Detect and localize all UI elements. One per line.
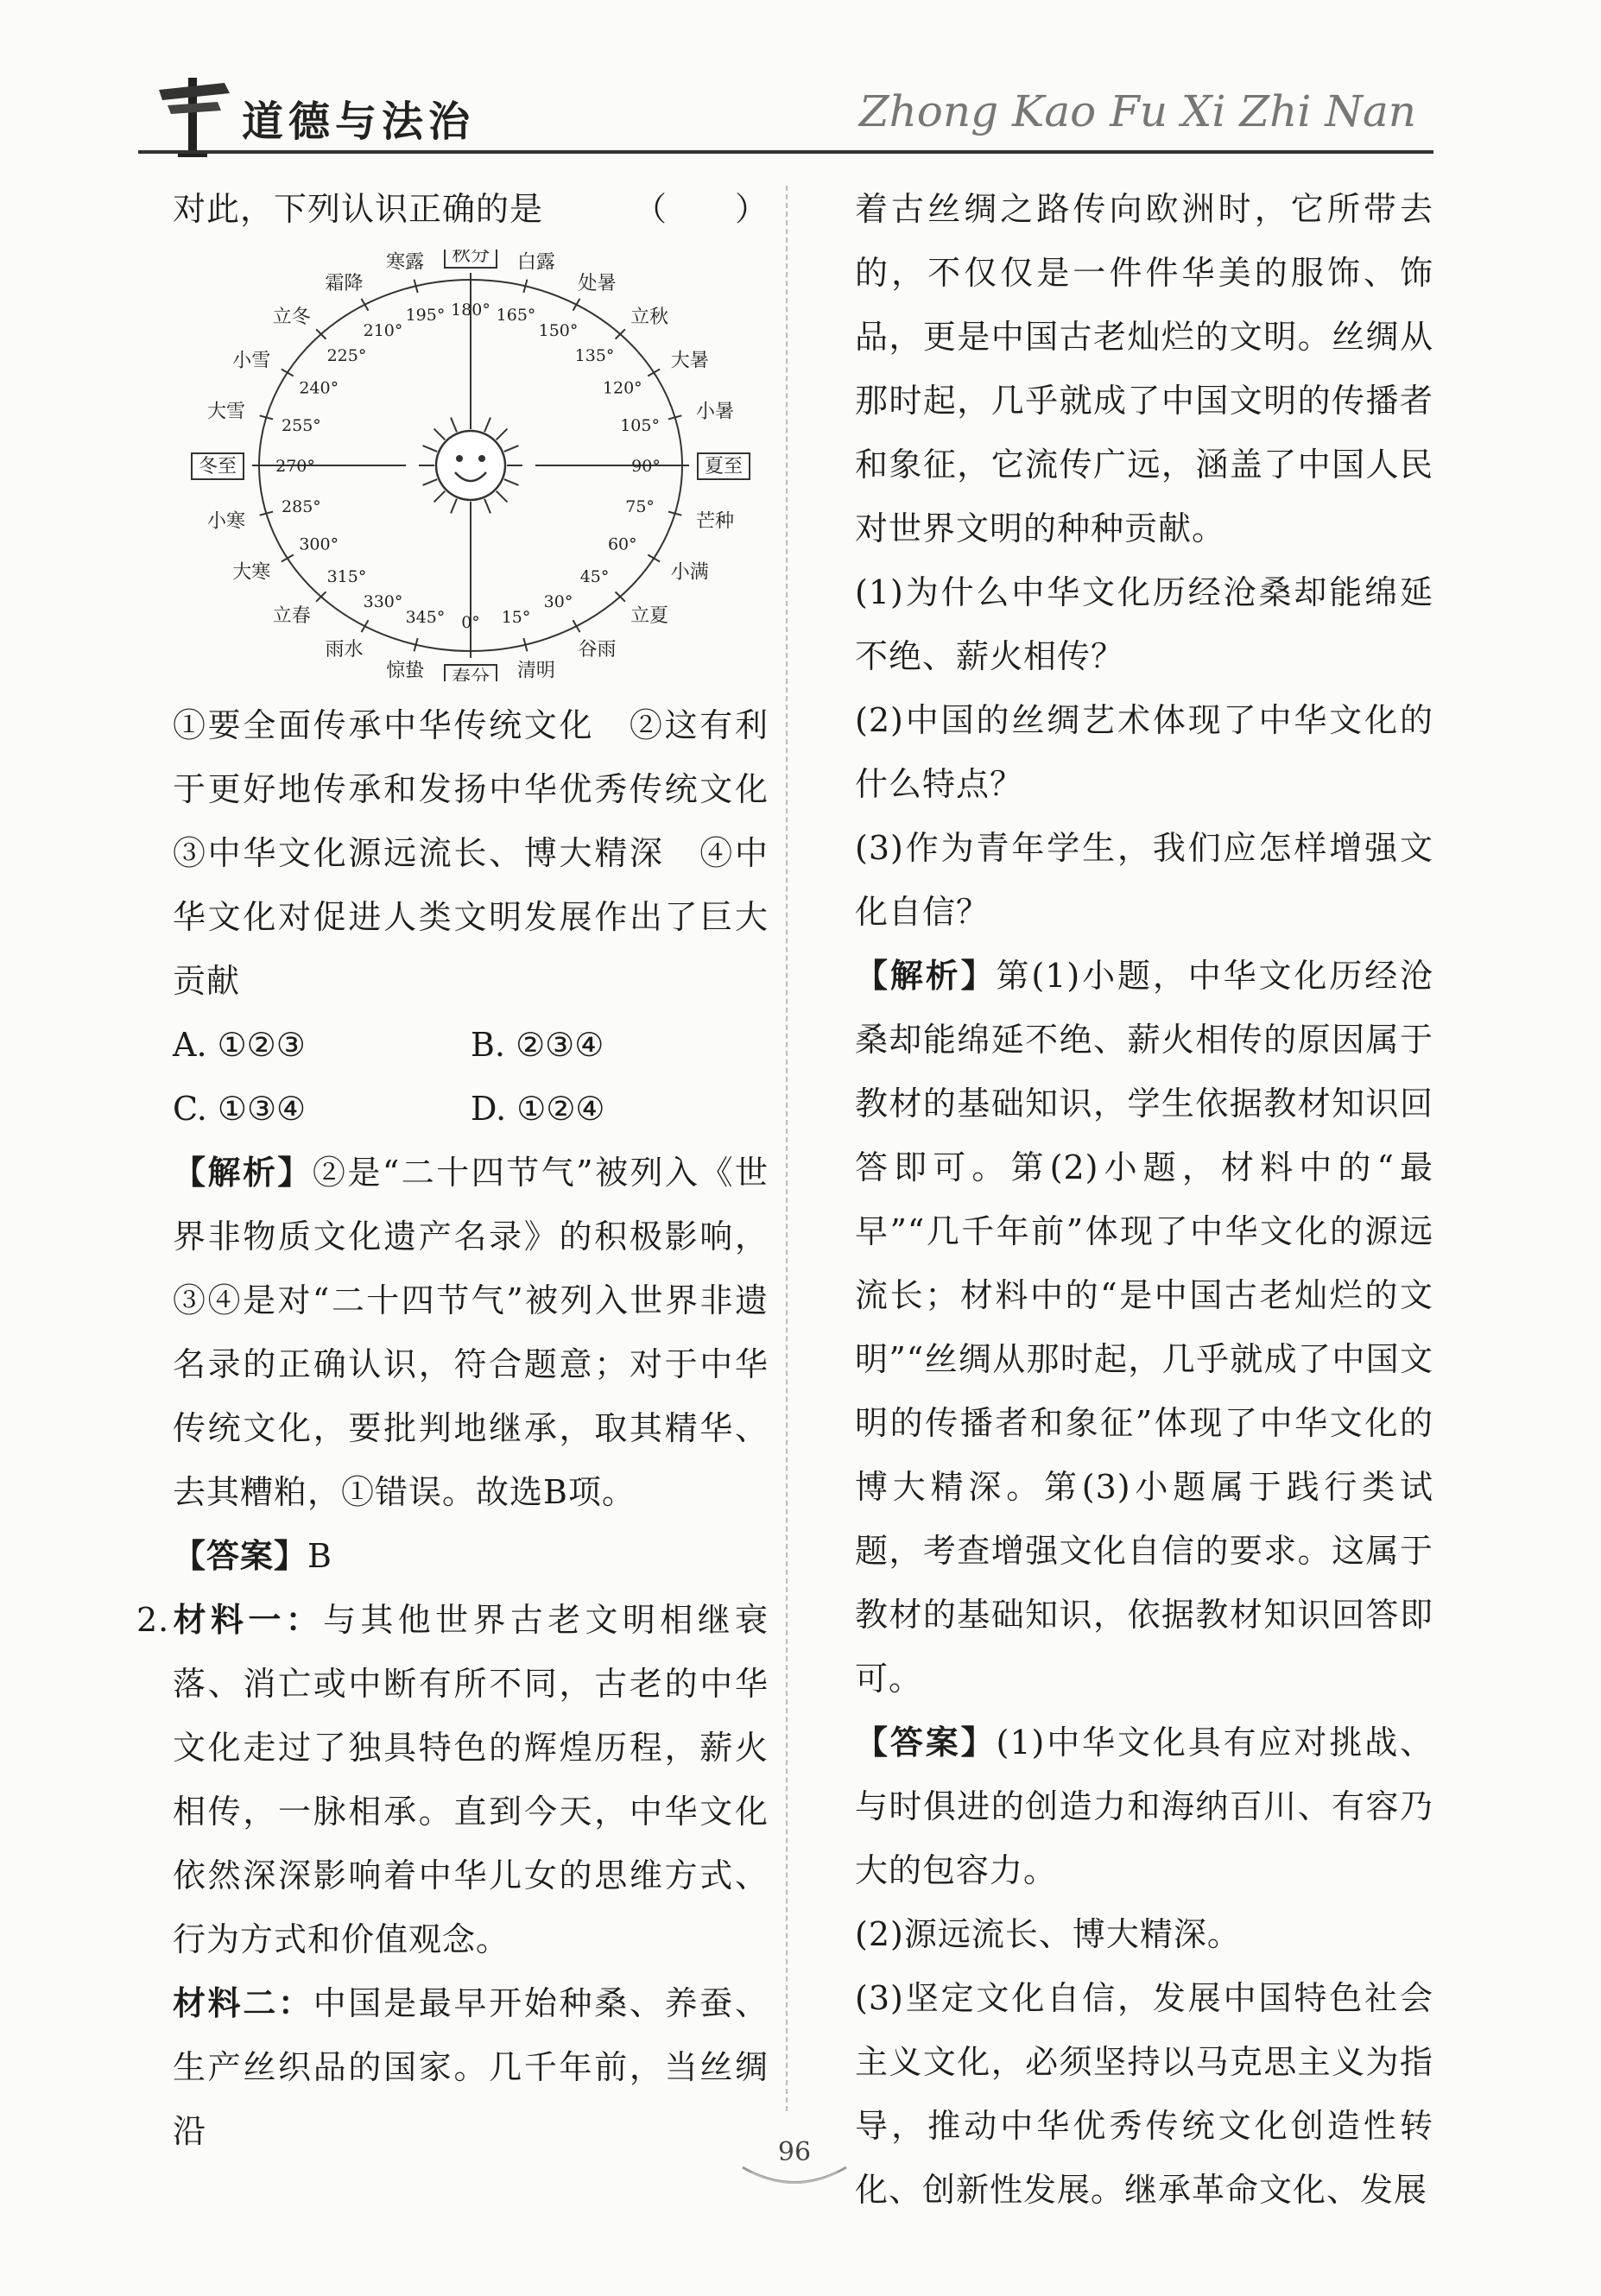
option-d: D. ①②④ <box>471 1090 605 1128</box>
solar-term-label: 立冬 <box>272 306 311 328</box>
material-1 <box>136 1588 769 1971</box>
solar-term-label: 惊蛰 <box>386 660 425 681</box>
material-1-text: 与其他世界古老文明相继衰落、消亡或中断有所不同，古老的中华文化走过了独具特色的辉煌历程，薪火相传，一脉相承。直到今天，中华文化依然深深影响着中华儿女的思维方式、行为方式和价值观念。 <box>173 1601 769 1958</box>
answer-part-3: (3)坚定文化自信，发展中国特色社会主义文化，必须坚持以马克思主义为指导，推动中华优秀传统文化创造性转化、创新性发展。继承革命文化、发展 <box>855 1979 1433 2209</box>
sun-ray <box>434 491 446 503</box>
sun-eye <box>478 455 485 462</box>
degree-label: 75° <box>625 497 655 516</box>
degree-label: 330° <box>363 591 403 611</box>
header-rule <box>138 150 1433 154</box>
degree-label: 225° <box>326 346 367 366</box>
orbit-tick <box>573 299 580 311</box>
sun-ray <box>504 479 519 485</box>
degree-label: 90° <box>631 457 661 476</box>
option-a: A. ①②③ <box>173 1026 306 1064</box>
solar-term-label: 春分 <box>451 667 490 681</box>
solar-term-label: 霜降 <box>325 272 364 294</box>
degree-label: 210° <box>363 321 403 341</box>
solar-term-label: 大雪 <box>206 401 245 423</box>
degree-label: 240° <box>299 378 339 398</box>
degree-label: 150° <box>538 321 579 341</box>
solar-term-label: 谷雨 <box>578 639 617 661</box>
solar-term-label: 小暑 <box>696 401 735 423</box>
sun-ray <box>484 499 490 514</box>
degree-label: 30° <box>543 591 573 611</box>
analysis-1 <box>173 1141 769 1524</box>
solar-term-label: 雨水 <box>325 639 364 661</box>
sun-ray <box>504 446 519 452</box>
sun-ray <box>423 446 438 452</box>
sub-question-3: (3)作为青年学生，我们应怎样增强文化自信？ <box>855 829 1433 931</box>
degree-label: 270° <box>275 457 315 476</box>
analysis-2 <box>855 944 1433 1711</box>
material-2-tag: 材料二： <box>173 1983 313 2022</box>
degree-label: 315° <box>326 566 367 586</box>
sun-ray <box>423 479 438 485</box>
sun-eye <box>456 455 463 462</box>
column-divider <box>786 186 788 2111</box>
question-line <box>173 177 769 241</box>
degree-label: 195° <box>405 306 446 326</box>
answer-tag: 【答案】 <box>855 1723 997 1762</box>
solar-term-label: 大暑 <box>670 350 709 372</box>
right-column <box>855 177 1433 2222</box>
smiling-sun-icon <box>436 431 505 500</box>
solar-term-label: 立春 <box>272 605 311 628</box>
orbit-tick <box>282 555 294 562</box>
page-number: 96 <box>777 2137 812 2167</box>
analysis-text: 第(1)小题，中华文化历经沧桑却能绵延不绝、薪火相传的原因属于教材的基础知识，学生依据教材知识回答即可。第(2)小题，材料中的“最早”“几千年前”体现了中华文化的源远流长；材料中的“是中国古老灿烂的文明”“丝绸从那时起，几乎就成了中国文明的传播者和象征”体现了中华文化的博大精深。第(3)小题属于践行类试题，考查增强文化自信的要求。这属于教材的基础知识，依据教材知识回答即可。 <box>855 957 1433 1698</box>
material-1-tag: 材料一： <box>169 1600 324 1639</box>
answer-part-2: (2)源远流长、博大精深。 <box>855 1915 1241 1953</box>
solar-terms-diagram <box>173 250 769 681</box>
material-2-continued: 着古丝绸之路传向欧洲时，它所带去的，不仅仅是一件件华美的服饰、饰品，更是中国古老灿烂的文明。丝绸从那时起，几乎就成了中国文明的传播者和象征，它流传广远，涵盖了中国人民对世界文明的种种贡献。 <box>855 190 1433 547</box>
degree-label: 135° <box>574 346 615 366</box>
question-number: 2. <box>136 1601 170 1639</box>
analysis-tag: 【解析】 <box>855 956 997 995</box>
option-b: B. ②③④ <box>471 1026 604 1064</box>
answer-text: B <box>307 1537 332 1575</box>
degree-label: 105° <box>620 416 660 436</box>
sun-ray <box>434 429 446 440</box>
material-2 <box>173 1971 769 2163</box>
degree-label: 15° <box>501 607 531 627</box>
degree-label: 0° <box>461 613 480 632</box>
orbit-tick <box>282 370 294 376</box>
degree-label: 285° <box>282 497 321 516</box>
orbit-tick <box>648 555 660 562</box>
solar-term-label: 小寒 <box>206 510 245 533</box>
book-pinyin: Zhong Kao Fu Xi Zhi Nan <box>858 86 1416 136</box>
solar-term-label: 芒种 <box>696 510 735 533</box>
solar-term-label: 小雪 <box>232 350 271 372</box>
sun-ray <box>451 499 457 514</box>
solar-term-label: 大寒 <box>232 561 271 584</box>
solar-term-label: 白露 <box>516 251 555 274</box>
orbit-tick <box>362 299 369 311</box>
statements: ①要全面传承中华传统文化 ②这有利于更好地传承和发扬中华优秀传统文化 ③中华文化源远流长、博大精深 ④中华文化对促进人类文明发展作出了巨大贡献 <box>173 706 803 1000</box>
solar-term-label: 处暑 <box>578 272 617 294</box>
orbit-tick <box>573 620 580 632</box>
degree-label: 300° <box>299 534 339 554</box>
sun-ray <box>451 418 457 433</box>
orbit-tick <box>648 370 660 376</box>
solar-term-label: 寒露 <box>386 251 425 274</box>
material-2-text: 中国是最早开始种桑、养蚕、生产丝织品的国家。几千年前，当丝绸沿 <box>173 1984 769 2150</box>
sub-question-1: (1)为什么中华文化历经沧桑却能绵延不绝、薪火相传？ <box>855 573 1433 675</box>
answer-part-1: (1)中华文化具有应对挑战、与时俱进的创造力和海纳百川、有容乃大的包容力。 <box>855 1724 1433 1889</box>
degree-label: 255° <box>282 416 321 436</box>
orbit-tick <box>362 620 369 632</box>
sub-question-2: (2)中国的丝绸艺术体现了中华文化的什么特点？ <box>855 701 1433 803</box>
option-c: C. ①③④ <box>173 1090 307 1128</box>
degree-label: 45° <box>579 566 610 586</box>
sun-ray <box>497 491 508 503</box>
book-title: 道德与法治 <box>242 98 476 146</box>
degree-label: 345° <box>405 607 446 627</box>
options <box>173 1013 769 1141</box>
degree-label: 120° <box>602 378 642 398</box>
question-intro: 对此，下列认识正确的是 <box>173 190 544 228</box>
answer-parentheses: （ ） <box>633 190 769 228</box>
degree-label: 60° <box>607 534 637 554</box>
sun-ray <box>497 429 508 440</box>
degree-label: 165° <box>496 306 536 326</box>
solar-term-label: 小满 <box>670 561 709 584</box>
analysis-tag: 【解析】 <box>173 1153 313 1192</box>
signpost-icon <box>155 71 233 157</box>
solar-term-label: 夏至 <box>704 456 744 478</box>
solar-term-label: 清明 <box>516 660 555 681</box>
sun-ray <box>484 418 490 433</box>
answer-tag: 【答案】 <box>173 1536 308 1575</box>
page-header <box>138 62 1433 157</box>
analysis-text: ②是“二十四节气”被列入《世界非物质文化遗产名录》的积极影响，③④是对“二十四节气”被列入世界非遗名录的正确认识，符合题意；对于中华传统文化，要批判地继承，取其精华、去其糟粕，①错误。故选B项。 <box>173 1154 769 1511</box>
solar-term-label: 立秋 <box>630 306 669 328</box>
answer-2 <box>855 1711 1433 1902</box>
solar-term-label: 立夏 <box>630 605 669 628</box>
page-number-ornament <box>734 2159 855 2193</box>
degree-label: 180° <box>451 300 490 319</box>
answer-1 <box>173 1524 769 1588</box>
solar-term-label: 冬至 <box>198 456 237 478</box>
solar-term-label: 秋分 <box>451 250 490 266</box>
